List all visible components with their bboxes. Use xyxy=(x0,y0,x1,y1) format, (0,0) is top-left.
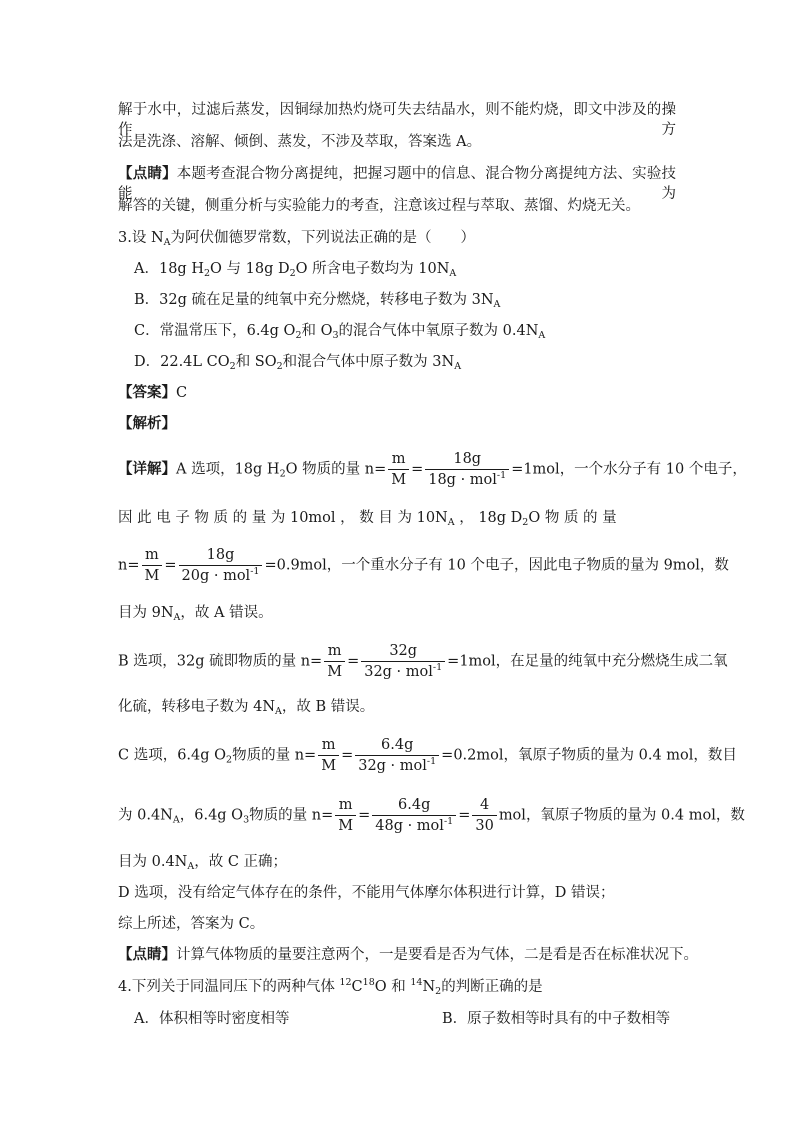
detail-line-b2: 化硫，转移电子数为 $4N_A$，故 B 错误。 xyxy=(118,699,375,717)
detail-line-a4: 目为 $9N_A$，故 A 错误。 xyxy=(118,605,273,623)
answer-value: C xyxy=(176,385,188,401)
note-paragraph: 【点睛】本题考查混合物分离提纯，把握习题中的信息、混合物分离提纯方法、实验技能为 xyxy=(118,165,677,202)
q4-option-a: A．体积相等时密度相等 xyxy=(134,1011,290,1027)
fraction: $\frac{m}{M}$ xyxy=(318,736,339,775)
detail-line-a2: 因 此 电 子 物 质 的 量 为 10mol ， 数 目 为 $10N_A$ ， 18g $D_2O$ 物 质 的 量 xyxy=(118,510,617,528)
text-line: 解于水中，过滤后蒸发，因铜绿加热灼烧可失去结晶水，则不能灼烧，即文中涉及的操作方 xyxy=(118,102,676,138)
detail-line-b1: B 选项，32g 硫即物质的量 n= $\frac{m}{M}$ = $\frac{32g}{32g \cdot mol^{-1}}$ =1mol，在足量的纯氧中充分燃烧生成二氧 xyxy=(118,643,728,680)
answer-line: 【答案】C xyxy=(118,384,188,401)
detail-line-c1: C 选项，6.4g $O_2$物质的量 n= $\frac{m}{M}$ = $\frac{6.4g}{32g \cdot mol^{-1}}$ =0.2mol，氧原子物质的量为 0.4 mol，数目 xyxy=(118,737,737,774)
q4-option-b: B．原子数相等时具有的中子数相等 xyxy=(442,1011,671,1027)
option-a: A．18g $H_2O$ 与 18g $D_2O$ 所含电子数均为 $10N_A$ xyxy=(134,261,457,279)
question-3-stem: 3.设 $N_A$为阿伏伽德罗常数，下列说法正确的是（ ） xyxy=(118,230,476,248)
note-paragraph-2: 【点睛】计算气体物质的量要注意两个，一是要看是否为气体，二是看是否在标准状况下。 xyxy=(118,946,698,963)
fraction: $\frac{m}{M}$ xyxy=(324,642,345,681)
option-b: B．32g 硫在足量的纯氧中充分燃烧，转移电子数为 $3N_A$ xyxy=(134,292,501,310)
option-c: C．常温常压下，6.4g $O_2$和 $O_3$的混合气体中氧原子数为 $0.4N_A$ xyxy=(134,323,546,341)
fraction: $\frac{32g}{32g \cdot mol^{-1}}$ xyxy=(361,642,445,681)
question-4-stem: 4.下列关于同温同压下的两种气体 $^{12}C^{18}O$ 和 $^{14}N_2$的判断正确的是 xyxy=(118,977,543,997)
fraction: $\frac{4}{30}$ xyxy=(472,796,496,835)
summary-line: 综上所述，答案为 C。 xyxy=(118,916,265,932)
detail-line-c3: 目为 $0.4N_A$，故 C 正确； xyxy=(118,854,288,872)
text-line: 解答的关键，侧重分析与实验能力的考查，注意该过程与萃取、蒸馏、灼烧无关。 xyxy=(118,198,640,214)
detail-line-c2: 为 $0.4N_A$，6.4g $O_3$物质的量 n= $\frac{m}{M}$ = $\frac{6.4g}{48g \cdot mol^{-1}}$ = $\frac{4}{30}$ mol，氧原子物质的量为 0.4 mol，数 xyxy=(118,797,745,834)
analysis-label: 【解析】 xyxy=(118,415,176,432)
detail-line-a1: 【详解】A 选项，18g $H_2O$ 物质的量 n= $\frac{m}{M}$ = $\frac{18g}{18g \cdot mol^{-1}}$ =1mol，一个水分子有 10 个电子， xyxy=(118,451,747,488)
fraction: $\frac{6.4g}{48g \cdot mol^{-1}}$ xyxy=(372,796,456,835)
detail-line-a3: n= $\frac{m}{M}$ = $\frac{18g}{20g \cdot mol^{-1}}$ =0.9mol，一个重水分子有 10 个电子，因此电子物质的量为 9mol，数 xyxy=(118,547,729,584)
fraction: $\frac{m}{M}$ xyxy=(388,450,409,489)
option-d: D．22.4L $CO_2$和 $SO_2$和混合气体中原子数为 $3N_A$ xyxy=(134,354,462,372)
fraction: $\frac{18g}{20g \cdot mol^{-1}}$ xyxy=(179,546,263,585)
fraction: $\frac{m}{M}$ xyxy=(142,546,163,585)
detail-line-d1: D 选项，没有给定气体存在的条件，不能用气体摩尔体积进行计算，D 错误； xyxy=(118,885,615,901)
fraction: $\frac{18g}{18g \cdot mol^{-1}}$ xyxy=(425,450,509,489)
fraction: $\frac{6.4g}{32g \cdot mol^{-1}}$ xyxy=(355,736,439,775)
text-line: 法是洗涤、溶解、倾倒、蒸发，不涉及萃取，答案选 A。 xyxy=(118,134,482,150)
fraction: $\frac{m}{M}$ xyxy=(335,796,356,835)
note-tag: 【点睛】 xyxy=(118,165,177,182)
